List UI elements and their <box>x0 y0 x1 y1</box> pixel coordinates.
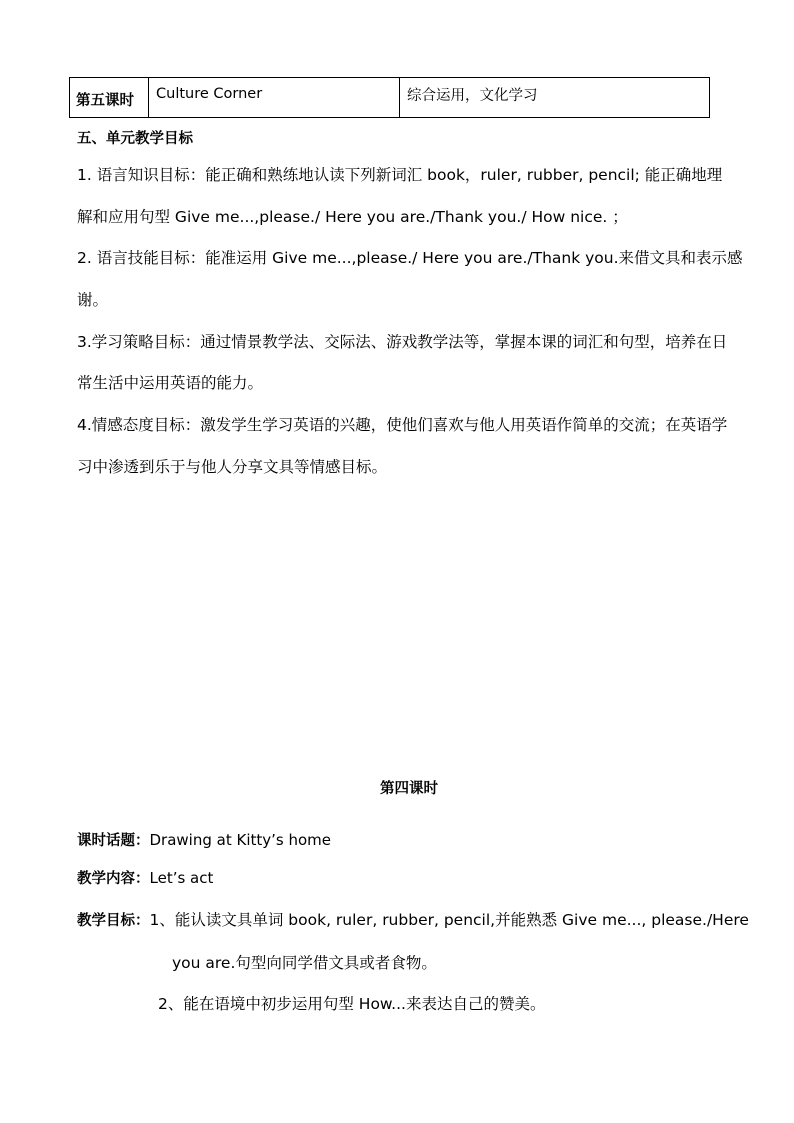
goal-line: 1. 语言知识目标：能正确和熟练地认读下列新词汇 book，ruler, rubber, pencil; 能正确地理 <box>77 166 723 184</box>
goal-line: 习中渗透到乐于与他人分享文具等情感目标。 <box>77 458 388 476</box>
goal-2: 2、能在语境中初步运用句型 How...来表达自己的赞美。 <box>158 995 546 1013</box>
goal-line: 2. 语言技能目标：能准运用 Give me...,please./ Here you are./Thank you.来借文具和表示感 <box>77 249 743 267</box>
topic-value: Drawing at Kitty’s home <box>149 831 332 849</box>
goal-line: 常生活中运用英语的能力。 <box>77 374 264 392</box>
table-cell-topic <box>149 78 400 117</box>
goals-label: 教学目标： <box>77 913 150 929</box>
table-cell-content <box>400 78 709 117</box>
topic-row <box>77 829 331 850</box>
lesson-table <box>69 77 710 118</box>
topic-text: Culture Corner <box>156 86 263 102</box>
goal-line: 解和应用句型 Give me...,please./ Here you are./Thank you./ How nice. ； <box>77 208 628 226</box>
goal-1-line-2: you are.句型向同学借文具或者食物。 <box>172 954 437 972</box>
section-heading: 五、单元教学目标 <box>77 131 193 147</box>
goals-row <box>77 908 749 930</box>
goal-line: 谢。 <box>77 291 109 309</box>
content-label: 教学内容： <box>77 871 150 887</box>
goal-line: 4.情感态度目标：激发学生学习英语的兴趣，使他们喜欢与他人用英语作简单的交流；在英语学 <box>77 416 728 434</box>
content-text: 综合运用，文化学习 <box>407 88 538 104</box>
goal-1-line-1: 1、能认读文具单词 book, ruler, rubber, pencil,并能熟悉 Give me..., please./Here <box>149 911 749 929</box>
goal-line: 3.学习策略目标：通过情景教学法、交际法、游戏教学法等，掌握本课的词汇和句型，培养在日 <box>77 333 728 351</box>
period-label: 第五课时 <box>76 93 134 109</box>
content-row <box>77 867 213 888</box>
lesson-title: 第四课时 <box>380 781 438 797</box>
content-value: Let’s act <box>149 869 214 887</box>
table-cell-period <box>70 78 149 117</box>
topic-label: 课时话题： <box>77 833 150 849</box>
